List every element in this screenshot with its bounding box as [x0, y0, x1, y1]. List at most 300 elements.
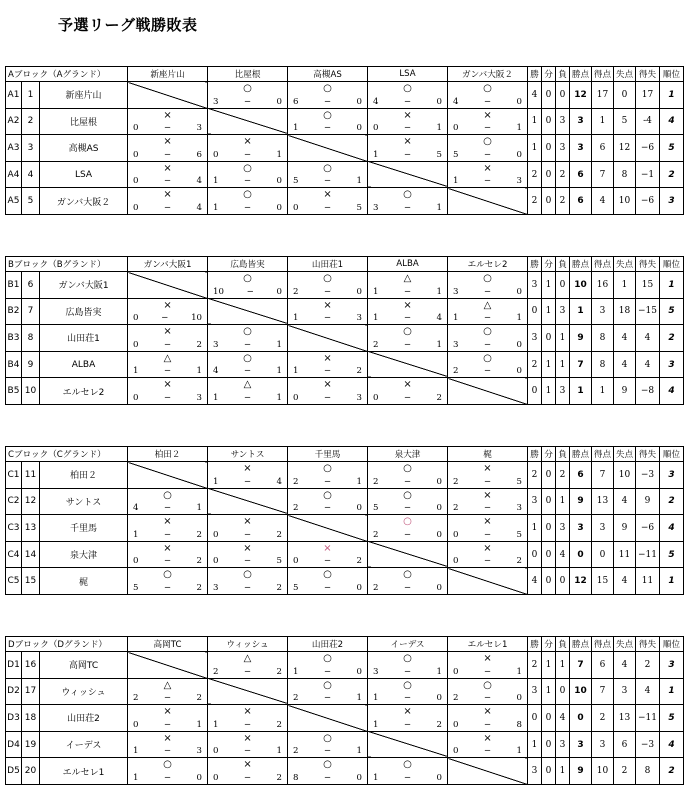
opponent-header: LSA — [368, 67, 448, 82]
result-symbol: ○ — [403, 463, 412, 474]
score-separator: − — [323, 366, 332, 377]
losses: 2 — [556, 188, 570, 215]
match-result-cell — [368, 82, 448, 109]
result-symbol: ○ — [403, 326, 412, 338]
score-separator: − — [483, 746, 492, 757]
result-symbol: ○ — [403, 679, 412, 691]
score-for: 1 — [373, 313, 379, 324]
losses: 0 — [556, 82, 570, 109]
match-result-cell — [288, 82, 368, 109]
goals-for: 7 — [592, 462, 614, 489]
match-result-cell — [128, 705, 208, 732]
table-row — [6, 705, 684, 732]
wins: 4 — [528, 82, 542, 109]
score-for: 0 — [453, 746, 459, 757]
score-against: 2 — [276, 666, 282, 677]
wins: 3 — [528, 272, 542, 299]
match-result-cell — [288, 758, 368, 785]
wins: 2 — [528, 188, 542, 215]
result-symbol: ○ — [403, 653, 412, 664]
goals-for: 3 — [592, 731, 614, 758]
result-symbol: ○ — [323, 569, 332, 581]
result-symbol: ○ — [243, 569, 252, 581]
points: 3 — [570, 731, 592, 758]
match-result-cell — [208, 325, 288, 352]
match-result-cell — [208, 705, 288, 732]
wins: 3 — [528, 758, 542, 785]
match-score — [453, 477, 522, 487]
score-against: 2 — [196, 529, 202, 540]
score-separator: − — [403, 503, 412, 514]
points: 10 — [570, 678, 592, 705]
match-score — [133, 746, 202, 756]
score-for: 1 — [133, 366, 139, 377]
stat-header: 順位 — [660, 67, 684, 82]
match-score — [453, 123, 522, 133]
team-name: エルセレ2 — [40, 378, 128, 405]
opponent-header: 山田荘1 — [288, 257, 368, 272]
draws: 1 — [542, 378, 556, 405]
match-result-cell — [288, 378, 368, 405]
score-for: 0 — [213, 772, 219, 783]
team-number: 1 — [22, 82, 40, 109]
score-separator: − — [323, 582, 332, 593]
result-symbol: × — [483, 653, 492, 664]
goals-against: 0 — [614, 82, 636, 109]
stat-header: 得点 — [592, 637, 614, 652]
rank: 3 — [660, 462, 684, 489]
match-score — [133, 773, 202, 783]
result-symbol: × — [163, 136, 172, 148]
result-symbol: △ — [243, 379, 252, 391]
stat-header: 勝点 — [570, 257, 592, 272]
score-against: 1 — [436, 666, 442, 677]
losses: 3 — [556, 731, 570, 758]
score-for: 0 — [213, 746, 219, 757]
table-row — [6, 378, 684, 405]
score-for: 0 — [453, 123, 459, 134]
match-score — [133, 366, 202, 376]
score-for: 0 — [133, 123, 139, 134]
match-result-cell — [128, 108, 208, 135]
score-against: 3 — [196, 746, 202, 757]
result-symbol: ○ — [403, 569, 412, 581]
score-for: 2 — [213, 666, 219, 677]
goal-difference: -4 — [636, 108, 660, 135]
draws: 0 — [542, 188, 556, 215]
score-against: 0 — [356, 772, 362, 783]
score-for: 0 — [373, 123, 379, 134]
score-against: 5 — [276, 556, 282, 567]
rank: 3 — [660, 351, 684, 378]
rank: 2 — [660, 488, 684, 515]
goals-for: 6 — [592, 135, 614, 162]
match-score — [293, 366, 362, 376]
match-result-cell — [288, 462, 368, 489]
score-separator: − — [403, 286, 412, 297]
draws: 0 — [542, 568, 556, 595]
result-symbol: × — [163, 299, 172, 311]
team-name: サントス — [40, 488, 128, 515]
score-separator: − — [163, 719, 172, 730]
team-name: ALBA — [40, 351, 128, 378]
points: 10 — [570, 272, 592, 299]
result-symbol: ○ — [403, 516, 412, 528]
wins: 1 — [528, 731, 542, 758]
score-separator: − — [161, 313, 169, 324]
score-against: 0 — [356, 96, 363, 107]
table-row — [6, 135, 684, 162]
score-separator: − — [243, 476, 252, 487]
score-against: 0 — [196, 772, 202, 783]
match-score — [213, 773, 282, 783]
score-for: 4 — [373, 96, 379, 107]
score-separator: − — [403, 149, 412, 160]
result-symbol: × — [483, 706, 492, 718]
score-for: 3 — [213, 96, 219, 107]
match-result-cell — [128, 515, 208, 542]
goals-for: 7 — [592, 678, 614, 705]
stat-header: 勝点 — [570, 447, 592, 462]
score-against: 6 — [196, 149, 203, 160]
match-score — [453, 150, 522, 160]
goals-against: 5 — [614, 108, 636, 135]
score-for: 1 — [293, 666, 299, 677]
result-symbol: × — [323, 352, 332, 364]
match-result-cell — [128, 351, 208, 378]
score-for: 0 — [133, 392, 139, 403]
score-separator: − — [403, 666, 412, 677]
score-against: 10 — [191, 313, 202, 324]
team-code: B3 — [6, 325, 22, 352]
match-result-cell — [208, 82, 288, 109]
score-separator: − — [483, 503, 492, 514]
score-against: 1 — [196, 719, 202, 730]
draws: 0 — [542, 758, 556, 785]
team-code: A5 — [6, 188, 22, 215]
score-for: 2 — [453, 693, 459, 704]
team-number: 19 — [22, 731, 40, 758]
score-against: 2 — [436, 719, 442, 730]
score-separator: − — [243, 719, 252, 730]
losses: 3 — [556, 298, 570, 325]
result-symbol: ○ — [323, 653, 332, 664]
result-symbol: × — [403, 109, 412, 121]
self-match-cell — [128, 272, 208, 299]
match-result-cell — [208, 188, 288, 215]
goals-against: 4 — [614, 568, 636, 595]
rank: 5 — [660, 541, 684, 568]
match-score — [293, 287, 362, 297]
match-score — [453, 746, 522, 756]
score-for: 2 — [293, 286, 299, 297]
score-for: 5 — [453, 149, 459, 160]
score-for: 3 — [213, 582, 219, 593]
result-symbol: ○ — [403, 83, 412, 94]
draws: 0 — [542, 135, 556, 162]
score-separator: − — [483, 719, 492, 730]
match-score — [133, 556, 202, 566]
match-result-cell — [448, 462, 528, 489]
team-name: 泉大津 — [40, 541, 128, 568]
match-score — [373, 720, 442, 730]
points: 0 — [570, 541, 592, 568]
goal-difference: −11 — [636, 705, 660, 732]
opponent-header: エルセレ1 — [448, 637, 528, 652]
result-symbol: × — [163, 109, 172, 121]
table-row — [6, 568, 684, 595]
match-score — [213, 556, 282, 566]
score-against: 8 — [516, 719, 522, 730]
goals-for: 10 — [592, 758, 614, 785]
score-separator: − — [483, 123, 492, 134]
stat-header: 負 — [556, 447, 570, 462]
match-score — [213, 530, 282, 540]
match-result-cell — [448, 82, 528, 109]
match-score — [293, 746, 362, 756]
match-result-cell — [288, 272, 368, 299]
goal-difference: −8 — [636, 378, 660, 405]
match-result-cell — [208, 515, 288, 542]
match-score — [453, 720, 522, 730]
goals-against: 12 — [614, 135, 636, 162]
goals-for: 7 — [592, 161, 614, 188]
match-score — [133, 340, 202, 350]
draws: 0 — [542, 82, 556, 109]
score-against: 3 — [356, 392, 362, 403]
team-code: D4 — [6, 731, 22, 758]
score-against: 5 — [516, 529, 522, 540]
team-number: 15 — [22, 568, 40, 595]
result-symbol: × — [323, 542, 332, 554]
league-table — [5, 256, 684, 405]
match-result-cell — [208, 135, 288, 162]
score-for: 1 — [293, 123, 299, 134]
score-against: 0 — [516, 366, 522, 377]
match-result-cell — [128, 135, 208, 162]
result-symbol: × — [403, 706, 412, 718]
goal-difference: 11 — [636, 568, 660, 595]
match-result-cell — [368, 272, 448, 299]
rank: 4 — [660, 515, 684, 542]
points: 7 — [570, 351, 592, 378]
match-result-cell — [288, 351, 368, 378]
table-header-row — [6, 67, 684, 82]
team-code: B1 — [6, 272, 22, 299]
score-separator: − — [163, 123, 172, 134]
stat-header: 順位 — [660, 257, 684, 272]
score-for: 8 — [293, 772, 299, 783]
team-code: B2 — [6, 298, 22, 325]
rank: 5 — [660, 705, 684, 732]
match-result-cell — [448, 108, 528, 135]
score-against: 0 — [436, 503, 442, 514]
goals-against: 4 — [614, 652, 636, 679]
score-for: 1 — [373, 693, 379, 704]
rank: 2 — [660, 325, 684, 352]
score-against: 1 — [276, 366, 282, 377]
goals-against: 2 — [614, 758, 636, 785]
stat-header: 勝 — [528, 67, 542, 82]
score-against: 2 — [196, 582, 202, 593]
opponent-header: 千里馬 — [288, 447, 368, 462]
result-symbol: ○ — [163, 569, 172, 581]
rank: 4 — [660, 731, 684, 758]
result-symbol: △ — [403, 273, 412, 284]
match-result-cell — [368, 135, 448, 162]
score-against: 2 — [196, 693, 202, 704]
result-symbol: ○ — [243, 326, 252, 338]
goals-against: 4 — [614, 351, 636, 378]
result-symbol: ○ — [483, 326, 492, 338]
self-match-cell — [208, 678, 288, 705]
score-against: 3 — [516, 503, 522, 514]
goals-for: 2 — [592, 705, 614, 732]
score-for: 2 — [293, 476, 299, 487]
match-result-cell — [288, 652, 368, 679]
goal-difference: 9 — [636, 488, 660, 515]
score-against: 1 — [356, 746, 362, 757]
match-score — [453, 530, 522, 540]
score-separator: − — [323, 503, 332, 514]
stat-header: 得失 — [636, 257, 660, 272]
result-symbol: ○ — [323, 162, 332, 174]
result-symbol: × — [483, 489, 492, 501]
self-match-cell — [448, 568, 528, 595]
score-against: 2 — [356, 556, 362, 567]
table-header-row — [6, 257, 684, 272]
match-score — [373, 287, 442, 297]
score-for: 2 — [133, 693, 139, 704]
match-result-cell — [208, 731, 288, 758]
score-for: 4 — [453, 96, 459, 107]
score-for: 1 — [373, 719, 379, 730]
goals-against: 9 — [614, 378, 636, 405]
losses: 4 — [556, 705, 570, 732]
goal-difference: 8 — [636, 758, 660, 785]
score-for: 0 — [213, 149, 219, 160]
goals-against: 9 — [614, 515, 636, 542]
rank: 1 — [660, 82, 684, 109]
team-code: C3 — [6, 515, 22, 542]
wins: 1 — [528, 108, 542, 135]
draws: 1 — [542, 678, 556, 705]
score-for: 0 — [133, 339, 139, 350]
score-against: 0 — [436, 529, 442, 540]
match-score — [453, 340, 522, 350]
wins: 2 — [528, 462, 542, 489]
match-result-cell — [368, 298, 448, 325]
match-score — [373, 313, 442, 323]
team-code: C4 — [6, 541, 22, 568]
match-result-cell — [128, 568, 208, 595]
score-for: 2 — [293, 503, 299, 514]
result-symbol: × — [483, 162, 492, 174]
team-name: 山田荘2 — [40, 705, 128, 732]
result-symbol: ○ — [323, 83, 332, 94]
score-against: 5 — [356, 202, 363, 213]
match-score — [133, 503, 202, 513]
block-name: Bブロック（Bグランド） — [6, 257, 128, 272]
score-for: 1 — [453, 313, 459, 324]
score-against: 0 — [356, 666, 362, 677]
match-result-cell — [448, 272, 528, 299]
score-against: 0 — [276, 96, 283, 107]
goal-difference: −11 — [636, 541, 660, 568]
result-symbol: ○ — [323, 759, 332, 771]
score-against: 0 — [276, 286, 282, 297]
match-score — [453, 176, 522, 186]
result-symbol: × — [323, 299, 332, 311]
score-against: 1 — [516, 666, 522, 677]
block-name: Aブロック（Aグランド） — [6, 67, 128, 82]
wins: 3 — [528, 325, 542, 352]
score-for: 1 — [293, 313, 299, 324]
result-symbol: × — [163, 732, 172, 744]
rank: 4 — [660, 108, 684, 135]
match-result-cell — [288, 188, 368, 215]
team-name: 高槻AS — [40, 135, 128, 162]
goal-difference: −3 — [636, 462, 660, 489]
match-score — [293, 556, 362, 566]
draws: 1 — [542, 272, 556, 299]
score-against: 2 — [436, 392, 442, 403]
score-separator: − — [163, 366, 172, 377]
points: 3 — [570, 135, 592, 162]
score-against: 1 — [276, 746, 282, 757]
match-result-cell — [128, 325, 208, 352]
match-result-cell — [448, 705, 528, 732]
score-separator: − — [243, 582, 252, 593]
score-separator: − — [323, 96, 332, 107]
score-for: 1 — [133, 746, 139, 757]
rank: 3 — [660, 188, 684, 215]
points: 7 — [570, 652, 592, 679]
score-for: 3 — [453, 339, 459, 350]
match-score — [133, 176, 202, 186]
score-for: 5 — [373, 503, 379, 514]
match-score — [453, 366, 522, 376]
match-score — [293, 97, 362, 107]
stat-header: 失点 — [614, 447, 636, 462]
table-row — [6, 515, 684, 542]
score-for: 0 — [293, 392, 299, 403]
score-against: 0 — [436, 476, 442, 487]
score-separator: − — [163, 746, 172, 757]
match-result-cell — [368, 652, 448, 679]
match-score — [213, 176, 282, 186]
draws: 0 — [542, 488, 556, 515]
match-score — [373, 97, 442, 107]
match-result-cell — [448, 678, 528, 705]
self-match-cell — [448, 758, 528, 785]
score-for: 2 — [293, 693, 299, 704]
self-match-cell — [368, 541, 448, 568]
result-symbol: ○ — [323, 679, 332, 691]
match-score — [293, 176, 362, 186]
result-symbol: × — [243, 706, 252, 718]
team-number: 2 — [22, 108, 40, 135]
table-row — [6, 652, 684, 679]
stat-header: 分 — [542, 67, 556, 82]
wins: 4 — [528, 568, 542, 595]
team-code: D2 — [6, 678, 22, 705]
match-result-cell — [448, 731, 528, 758]
match-score — [373, 150, 442, 160]
result-symbol: ○ — [243, 83, 252, 94]
score-against: 1 — [356, 176, 363, 187]
wins: 0 — [528, 298, 542, 325]
